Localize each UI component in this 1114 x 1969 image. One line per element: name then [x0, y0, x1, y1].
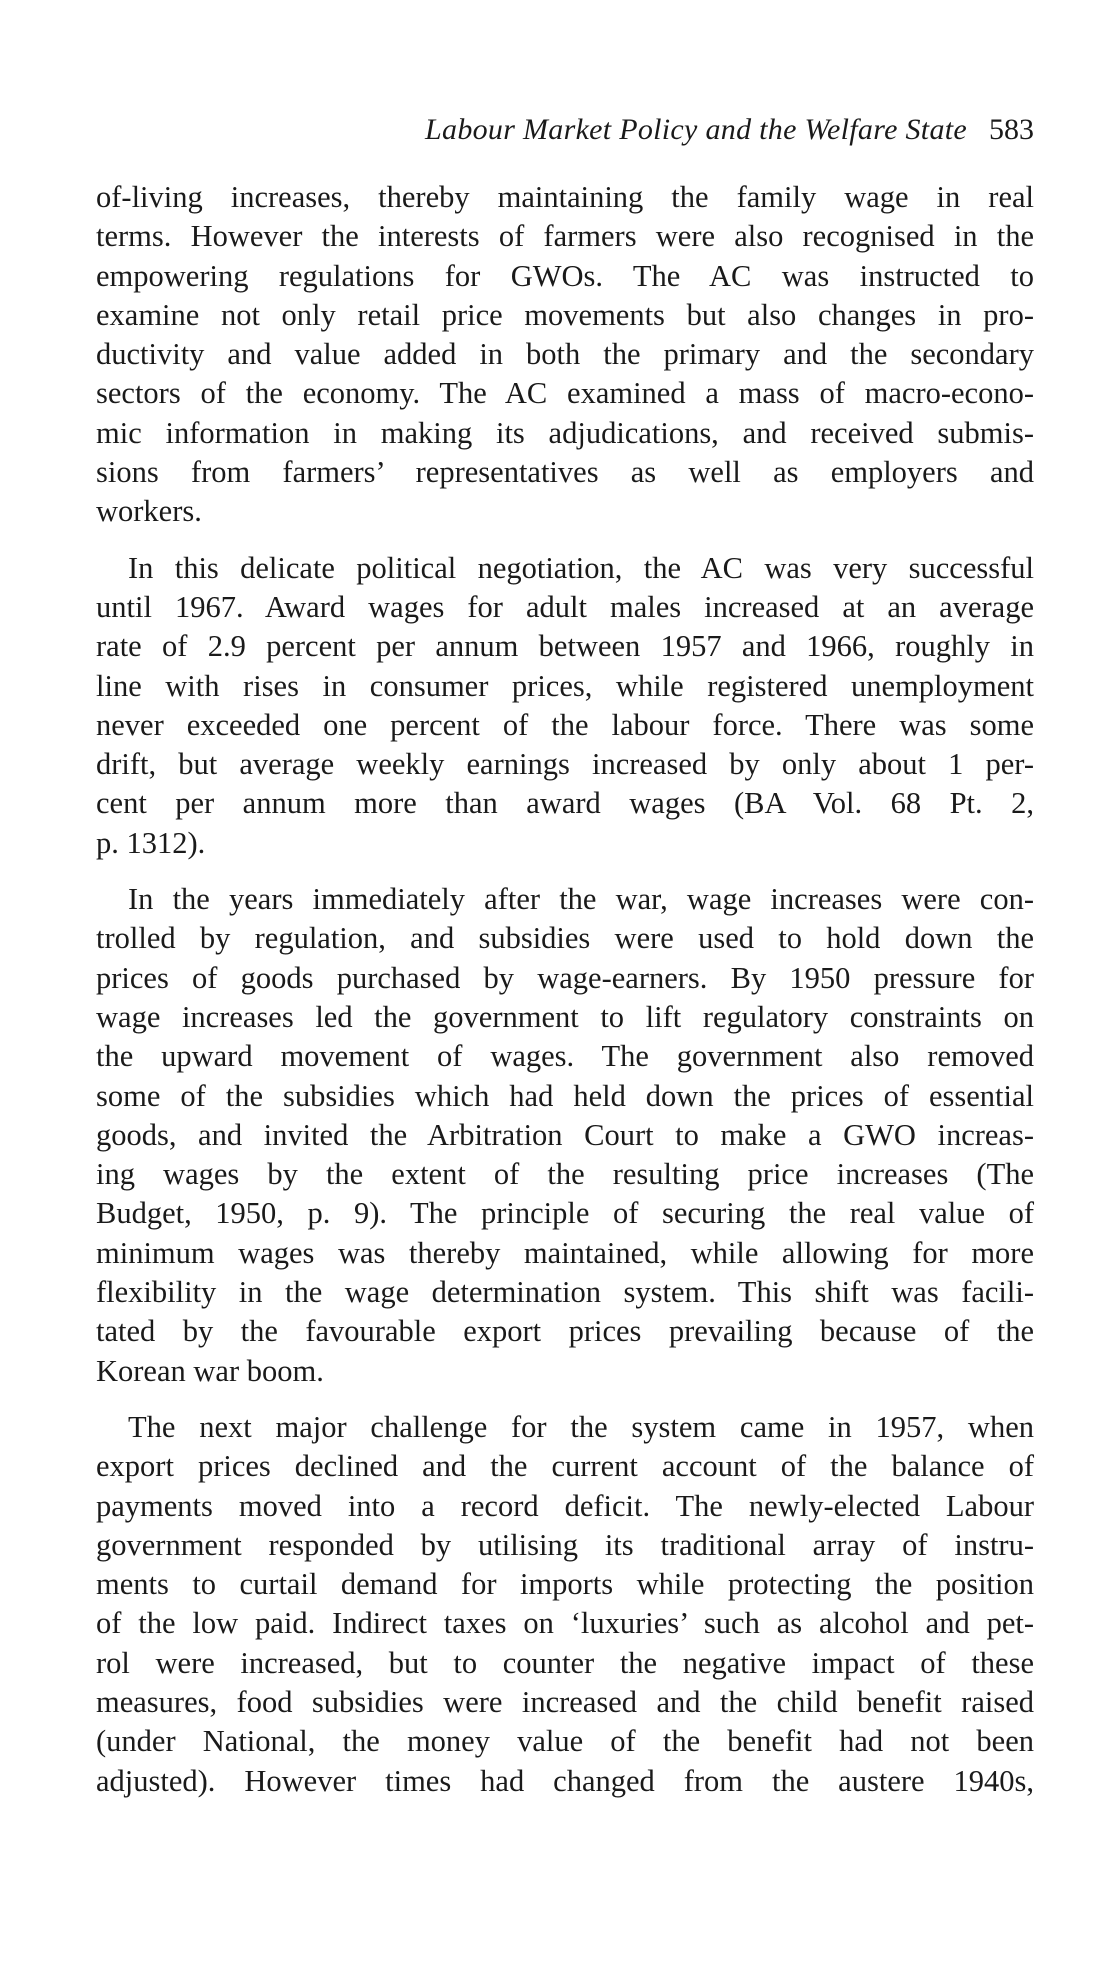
text-line: mic information in making its adjudications, and received submis-: [96, 415, 1034, 450]
text-line: Budget, 1950, p. 9). The principle of securing the real value of: [96, 1196, 1034, 1231]
text-line: examine not only retail price movements but also changes in pro-: [96, 297, 1034, 332]
paragraph-3: [96, 880, 1034, 1391]
text-line: export prices declined and the current account of the balance of: [96, 1449, 1034, 1484]
text-line: The next major challenge for the system came in 1957, when: [128, 1409, 1034, 1444]
text-line: In this delicate political negotiation, the AC was very successful: [128, 550, 1034, 585]
text-line: tated by the favourable export prices prevailing because of the: [96, 1314, 1034, 1349]
paragraph-1: [96, 178, 1034, 532]
text-line: In the years immediately after the war, wage increases were con-: [128, 882, 1034, 917]
text-line: the upward movement of wages. The government also removed: [96, 1039, 1034, 1074]
text-line: wage increases led the government to lift regulatory constraints on: [96, 999, 1034, 1034]
text-line: sectors of the economy. The AC examined a mass of macro-econo-: [96, 376, 1034, 411]
text-line: empowering regulations for GWOs. The AC was instructed to: [96, 258, 1034, 293]
running-title: Labour Market Policy and the Welfare State: [425, 113, 967, 146]
text-line: p. 1312).: [96, 825, 206, 860]
text-line: goods, and invited the Arbitration Court to make a GWO increas-: [96, 1117, 1034, 1152]
text-line: trolled by regulation, and subsidies were used to hold down the: [96, 921, 1034, 956]
text-line: government responded by utilising its traditional array of instru-: [96, 1527, 1034, 1562]
paragraph-2: [96, 549, 1034, 863]
text-line: rate of 2.9 percent per annum between 1957 and 1966, roughly in: [96, 629, 1034, 664]
text-line: ductivity and value added in both the primary and the secondary: [96, 337, 1034, 372]
text-line: ments to curtail demand for imports while protecting the position: [96, 1567, 1034, 1602]
text-line: rol were increased, but to counter the negative impact of these: [96, 1645, 1034, 1680]
text-line: until 1967. Award wages for adult males increased at an average: [96, 589, 1034, 624]
text-line: payments moved into a record deficit. The newly-elected Labour: [96, 1488, 1034, 1523]
page-number: 583: [989, 113, 1034, 146]
text-line: flexibility in the wage determination system. This shift was facili-: [96, 1275, 1034, 1310]
text-line: never exceeded one percent of the labour force. There was some: [96, 707, 1034, 742]
text-line: workers.: [96, 494, 202, 529]
body-text: [96, 178, 1034, 1818]
text-line: measures, food subsidies were increased and the child benefit raised: [96, 1684, 1034, 1719]
text-line: some of the subsidies which had held down the prices of essential: [96, 1078, 1034, 1113]
text-line: prices of goods purchased by wage-earners. By 1950 pressure for: [96, 960, 1034, 995]
text-line: of-living increases, thereby maintaining the family wage in real: [96, 180, 1034, 214]
text-line: adjusted). However times had changed from the austere 1940s,: [96, 1763, 1034, 1798]
text-line: drift, but average weekly earnings increased by only about 1 per-: [96, 747, 1034, 782]
paragraph-4: [96, 1408, 1034, 1801]
text-line: terms. However the interests of farmers were also recognised in the: [96, 219, 1034, 254]
text-line: line with rises in consumer prices, while registered unemployment: [96, 668, 1034, 703]
text-line: sions from farmers’ representatives as well as employers and: [96, 455, 1034, 490]
running-head: [96, 110, 1034, 150]
text-line: minimum wages was thereby maintained, while allowing for more: [96, 1235, 1034, 1270]
text-line: (under National, the money value of the benefit had not been: [96, 1724, 1034, 1759]
text-line: ing wages by the extent of the resulting price increases (The: [96, 1157, 1034, 1192]
text-line: cent per annum more than award wages (BA Vol. 68 Pt. 2,: [96, 786, 1034, 821]
text-line: Korean war boom.: [96, 1353, 324, 1388]
text-line: of the low paid. Indirect taxes on ‘luxuries’ such as alcohol and pet-: [96, 1606, 1034, 1641]
